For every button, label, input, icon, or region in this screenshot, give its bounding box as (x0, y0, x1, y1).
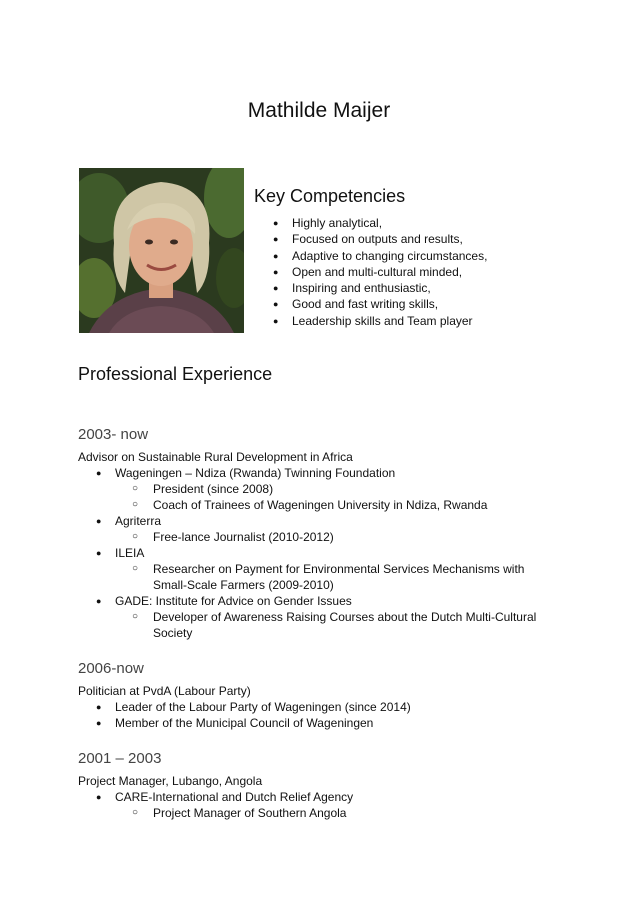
period-heading: 2006-now (78, 660, 144, 677)
list-item (78, 789, 558, 821)
key-competencies (254, 186, 487, 329)
org-list (78, 699, 558, 731)
list-item: ○ Project Manager of Southern Angola (115, 805, 558, 821)
profile-photo (79, 168, 244, 333)
list-item: ● Good and fast writing skills, (254, 296, 487, 312)
list-item: ○ Free-lance Journalist (2010-2012) (115, 529, 558, 545)
role-line: Project Manager, Lubango, Angola (78, 774, 263, 788)
list-item: ● Inspiring and enthusiastic, (254, 280, 487, 296)
page-title: Mathilde Maijer (247, 99, 391, 122)
list-item: ● Open and multi-cultural minded, (254, 264, 487, 280)
list-item: ○ President (since 2008) (115, 481, 558, 497)
list-item: ○ Researcher on Payment for Environmental Services Mechanisms with Small-Scale Farmers (2009-2010) (115, 561, 558, 593)
list-item: ○ Developer of Awareness Raising Courses about the Dutch Multi-Cultural Society (115, 609, 558, 641)
list-item (78, 465, 558, 513)
list-item: ● Focused on outputs and results, (254, 231, 487, 247)
org-name: GADE: Institute for Advice on Gender Issues (115, 594, 352, 608)
detail-list (115, 529, 558, 545)
list-item (78, 593, 558, 641)
list-item: ● Leader of the Labour Party of Wageningen (since 2014) (78, 699, 558, 715)
key-competencies-title: Key Competencies (254, 186, 406, 206)
detail-list (115, 481, 558, 513)
list-item (78, 513, 558, 545)
list-item: ○ Coach of Trainees of Wageningen University in Ndiza, Rwanda (115, 497, 558, 513)
org-list (78, 465, 558, 641)
experience-title: Professional Experience (78, 364, 273, 384)
period-heading: 2003- now (78, 426, 149, 443)
org-list (78, 789, 558, 821)
detail-list (115, 805, 558, 821)
org-name: Agriterra (115, 514, 162, 528)
list-item: ● Adaptive to changing circumstances, (254, 248, 487, 264)
org-name: CARE-International and Dutch Relief Agency (115, 790, 354, 804)
competency-list (254, 215, 487, 329)
role-line: Advisor on Sustainable Rural Development in Africa (78, 450, 353, 464)
detail-list (115, 609, 558, 641)
detail-list (115, 561, 558, 593)
experience-section-2001 (78, 750, 558, 821)
list-item: ● Member of the Municipal Council of Wageningen (78, 715, 558, 731)
experience-section-2003 (78, 426, 558, 641)
org-name: ILEIA (115, 546, 145, 560)
role-line: Politician at PvdA (Labour Party) (78, 684, 251, 698)
period-heading: 2001 – 2003 (78, 750, 162, 767)
org-name: Wageningen – Ndiza (Rwanda) Twinning Foundation (115, 466, 396, 480)
list-item (78, 545, 558, 593)
list-item: ● Highly analytical, (254, 215, 487, 231)
experience-section-2006 (78, 660, 558, 731)
list-item: ● Leadership skills and Team player (254, 313, 487, 329)
